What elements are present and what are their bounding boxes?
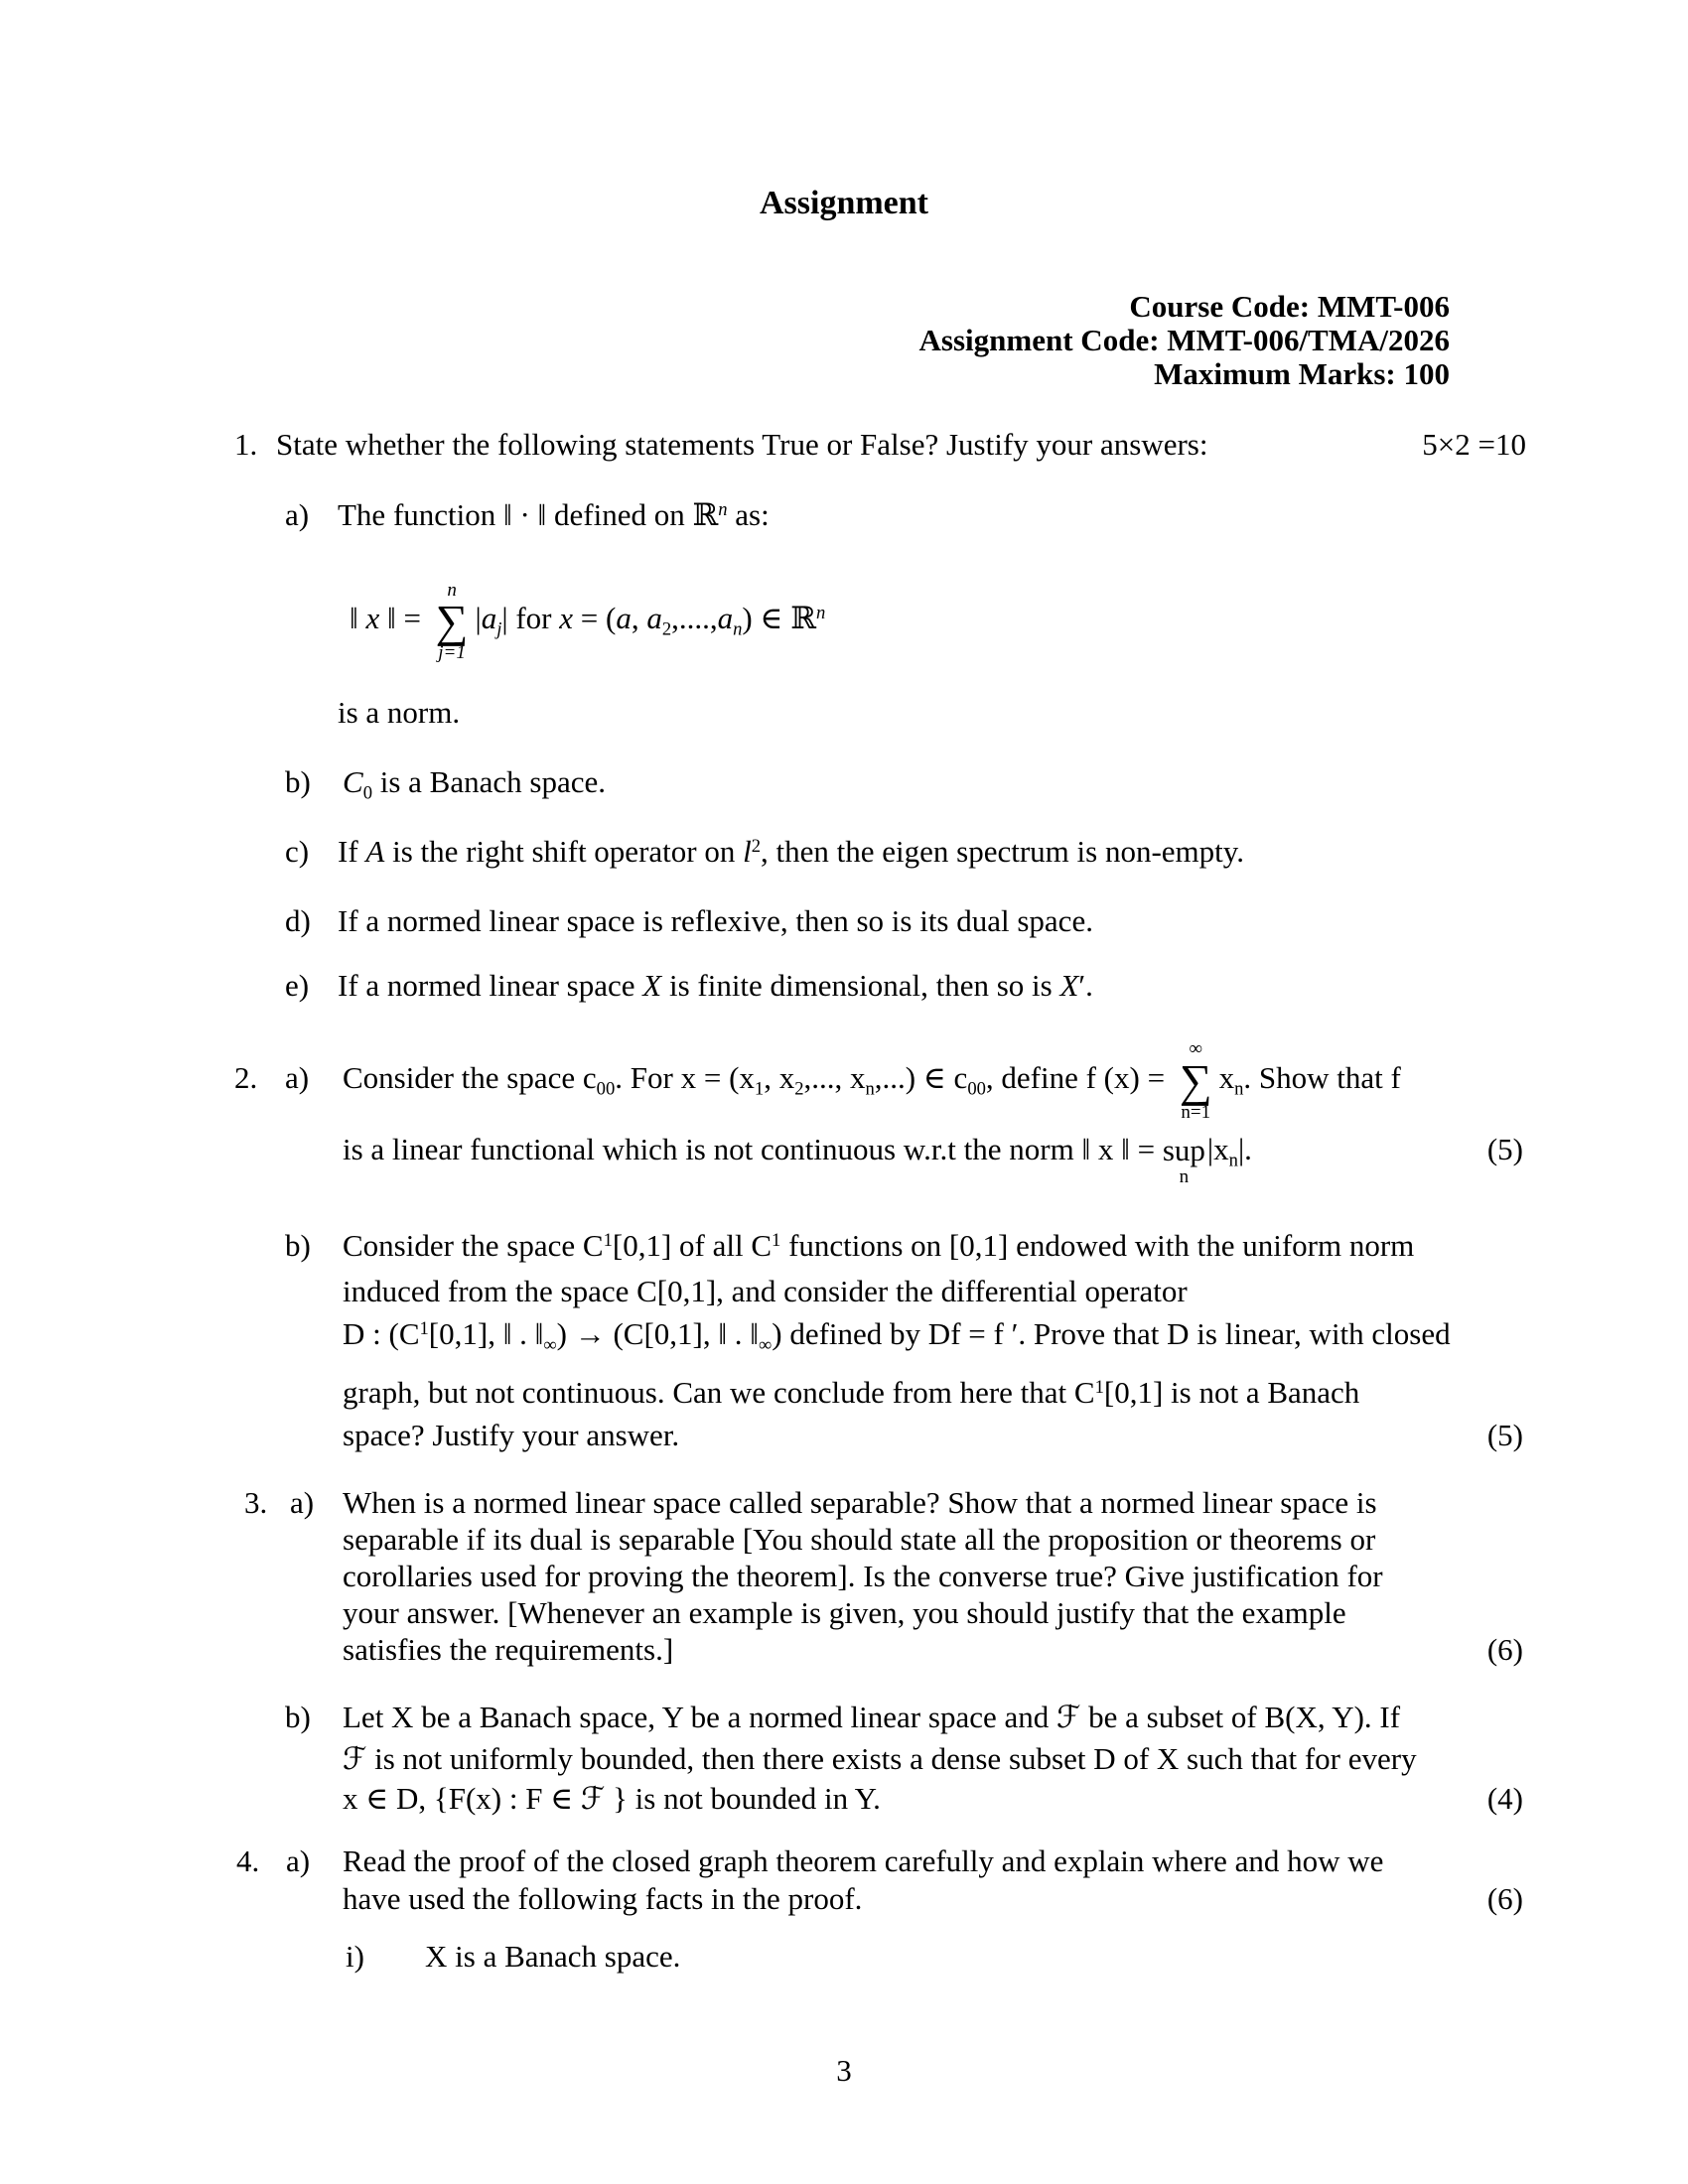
summation-symbol: n ∑ j=1	[435, 579, 469, 663]
q1b-text: $C_0$ is a Banach space.	[343, 764, 606, 804]
q4a-line2: have used the following facts in the proof.	[343, 1881, 863, 1916]
q2b-line1: Consider the space $C^1[0,1]$ of all $C^1$ functions on [0,1] endowed with the uniform norm	[343, 1228, 1415, 1263]
q3b-line3: x ∈ D, {F(x) : F ∈ ℱ } is not bounded in Y.	[343, 1781, 881, 1816]
q1e-text: If a normed linear space X is finite dimensional, then so is X′.	[338, 968, 1093, 1003]
q2a-line2: is a linear functional which is not continuous w.r.t the norm ‖ x ‖ = sup n $|x_n|$.	[343, 1132, 1252, 1187]
course-code: Course Code: MMT-006	[1129, 289, 1450, 324]
assignment-code: Assignment Code: MMT-006/TMA/2026	[918, 323, 1450, 357]
q2a-label: a)	[285, 1060, 310, 1095]
q4a-label: a)	[286, 1843, 311, 1878]
q1a-intro: The function ‖ · ‖ defined on ℝ$^n$ as:	[338, 497, 770, 532]
q2b-marks: (5)	[1486, 1418, 1523, 1452]
q2-number: 2.	[234, 1060, 258, 1095]
q3a-line4: your answer. [Whenever an example is given, you should justify that the example	[343, 1595, 1346, 1630]
under-script: sup n	[1162, 1133, 1205, 1187]
q3-number: 3.	[244, 1485, 268, 1520]
q1e-label: e)	[285, 968, 310, 1003]
q4a-i-text: X is a Banach space.	[425, 1939, 681, 1974]
maximum-marks: Maximum Marks: 100	[1154, 356, 1450, 391]
q1d-text: If a normed linear space is reflexive, then so is its dual space.	[338, 903, 1093, 938]
q4-number: 4.	[236, 1843, 260, 1878]
q1-text: State whether the following statements True or False? Justify your answers:	[276, 427, 1208, 462]
q1c-label: c)	[285, 834, 310, 869]
q3a-line2: separable if its dual is separable [You should state all the proposition or theorems or	[343, 1522, 1376, 1557]
q3a-marks: (6)	[1486, 1632, 1523, 1667]
header-block	[919, 290, 1450, 391]
q3a-line5: satisfies the requirements.]	[343, 1632, 674, 1667]
q1d-label: d)	[285, 903, 311, 938]
q4a-line1: Read the proof of the closed graph theorem carefully and explain where and how we	[343, 1843, 1384, 1878]
q3b-marks: (4)	[1486, 1781, 1523, 1816]
q3b-line1: Let X be a Banach space, Y be a normed linear space and ℱ be a subset of B(X, Y). If	[343, 1700, 1401, 1734]
q1b-label: b)	[285, 764, 311, 799]
q2b-label: b)	[285, 1228, 311, 1263]
q3b-label: b)	[285, 1700, 311, 1734]
q2a-marks: (5)	[1486, 1132, 1523, 1166]
page-title: Assignment	[759, 185, 929, 221]
q1-marks: 5×2 =10	[1422, 427, 1526, 462]
q2b-line4: graph, but not continuous. Can we conclude from here that $C^1[0,1]$ is not a Banach	[343, 1375, 1360, 1410]
q1a-outro: is a norm.	[338, 695, 461, 730]
q2a-line1: Consider the space $c_{00}$. For $x = (x_1$, $x_2$,..., $x_n$,...) ∈ $c_{00}$, define f (x) = ∞ ∑ n=1 $x_n$. Show that f	[343, 1038, 1401, 1123]
q4a-i-label: i)	[346, 1939, 364, 1974]
q1-number: 1.	[234, 427, 258, 462]
q3a-line1: When is a normed linear space called separable? Show that a normed linear space is	[343, 1485, 1377, 1520]
q2b-line5: space? Justify your answer.	[343, 1418, 680, 1452]
q4a-marks: (6)	[1486, 1881, 1523, 1916]
q3a-line3: corollaries used for proving the theorem]. Is the converse true? Give justification for	[343, 1559, 1383, 1593]
page-number: 3	[836, 2053, 852, 2088]
summation-symbol: ∞ ∑ n=1	[1179, 1038, 1212, 1123]
q3b-line2: ℱ is not uniformly bounded, then there exists a dense subset D of X such that for every	[343, 1741, 1417, 1776]
q3a-label: a)	[290, 1485, 315, 1520]
q1c-text: If A is the right shift operator on $l^2$, then the eigen spectrum is non-empty.	[338, 834, 1244, 869]
q1a-formula: ‖ x ‖ = n ∑ j=1 $|a_j|$ for x = (a, $a_2,....,a_n$) ∈ ℝ$^n$	[350, 579, 826, 663]
q2b-line3: D : ($C^1[0,1]$, ‖ . $‖_\infty) \to (C[0,1]$, ‖ . $‖_\infty$) defined by Df = f ′. Prove that D is linear, with closed	[343, 1316, 1451, 1356]
q2b-line2: induced from the space C[0,1], and consider the differential operator	[343, 1274, 1188, 1308]
q1a-label: a)	[285, 497, 310, 532]
